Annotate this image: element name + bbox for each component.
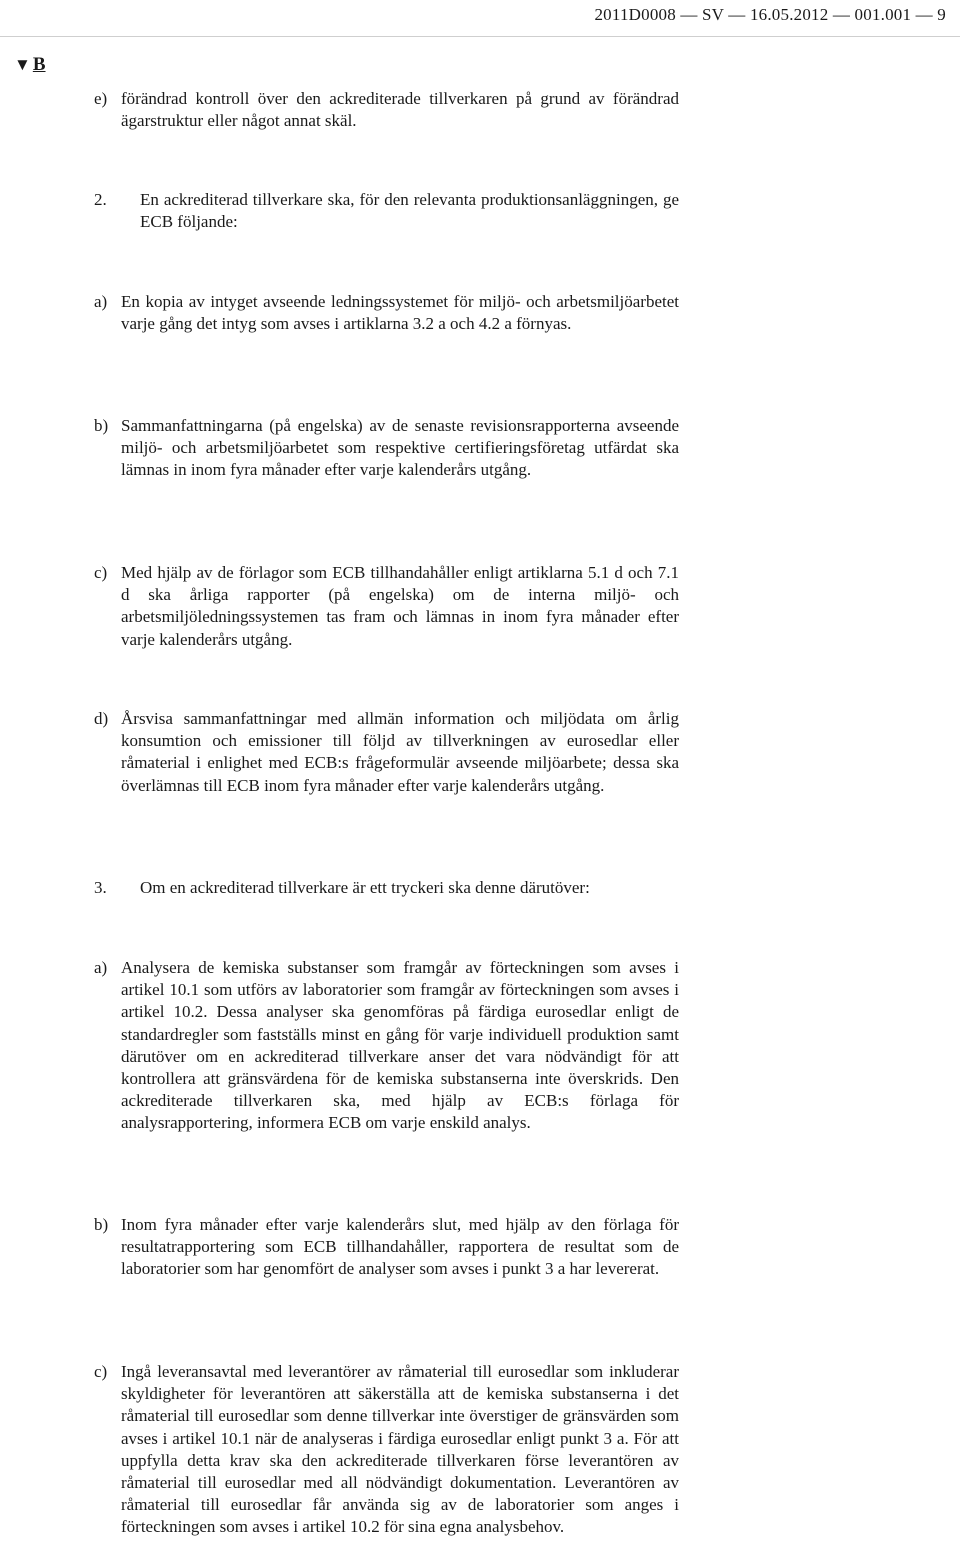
running-head-text: 2011D0008 — SV — 16.05.2012 — 001.001 — 9 — [594, 5, 946, 24]
amendment-marker-letter: B — [32, 54, 46, 75]
paragraph-2b — [94, 415, 679, 482]
paragraph-3b — [94, 1214, 679, 1281]
paragraph-3c — [94, 1361, 679, 1539]
paragraph-text: Analysera de kemiska substanser som framgår av förteckningen som avses i artikel 10.1 som utförs av laboratorier som framgår av förteckningen som avses i artikel 10.2. Dessa analyser ska genomföras på färdiga eurosedlar enligt de standardregler som fastställs minst en gång för varje individuell produktion samt därutöver om en ackrediterad tillverkare anser det vara nödvändigt för att kontrollera att gränsvärdena för de kemiska substanserna inte överskrids. Den ackrediterade tillverkaren ska, med hjälp av ECB:s förlaga för analysrapportering, informera ECB om varje enskild analys. — [121, 958, 679, 1133]
paragraph-2d — [94, 708, 679, 797]
paragraph-label: b) — [94, 416, 109, 435]
paragraph-text: Årsvisa sammanfattningar med allmän information och miljödata om årlig konsumtion och emissioner till följd av tillverkningen av eurosedlar eller råmaterial i enlighet med ECB:s frågeformulär avseende miljöarbete; dessa ska överlämnas till ECB inom fyra månader efter varje kalenderårs utgång. — [121, 709, 679, 795]
paragraph-label: c) — [94, 1362, 108, 1381]
amendment-marker — [14, 54, 46, 76]
paragraph-label: c) — [94, 563, 108, 582]
paragraph-text: Ingå leveransavtal med leverantörer av råmaterial till eurosedlar som inkluderar skyldigheter för leverantören att säkerställa att de kemiska substanserna i det råmaterial till eurosedlar som denne tillverkar inte överstiger de gränsvärden som avses i artikel 10.1 när de analyseras i färdiga eurosedlar enligt punkt 3 a. För att uppfylla detta krav ska den ackrediterade tillverkaren förse leverantören av råmaterial till eurosedlar med all nödvändigt dokumentation. Leverantören av råmaterial till eurosedlar får använda sig av de laboratorier som anges i förteckningen som avses i artikel 10.2 för sina egna analysbehov. — [121, 1362, 679, 1537]
paragraph-text: Om en ackrediterad tillverkare är ett tryckeri ska denne därutöver: — [140, 878, 590, 897]
paragraph-text: Inom fyra månader efter varje kalenderårs slut, med hjälp av den förlaga för resultatrapportering som ECB tillhandahåller, rapportera de resultat som de laboratorier som har genomfört de analyser som avses i punkt 3 a har levererat. — [121, 1215, 679, 1279]
paragraph-label: d) — [94, 709, 109, 728]
paragraph-text: En kopia av intyget avseende ledningssystemet för miljö- och arbetsmiljöarbetet varje gång det intyg som avses i artiklarna 3.2 a och 4.2 a förnyas. — [121, 292, 679, 334]
paragraph-2a — [94, 291, 679, 335]
paragraph-text: Med hjälp av de förlagor som ECB tillhandahåller enligt artiklarna 5.1 d och 7.1 d ska årliga rapporter (på engelska) om de interna miljö- och arbetsmiljöledningssystemen tas fram och lämnas in inom fyra månader efter varje kalenderårs utgång. — [121, 563, 679, 649]
paragraph-text: Sammanfattningarna (på engelska) av de senaste revisionsrapporterna avseende miljö- och arbetsmiljöarbetet som respektive certifieringsföretag utfärdat ska lämnas in inom fyra månader efter varje kalenderårs utgång. — [121, 416, 679, 480]
paragraph-text: förändrad kontroll över den ackrediterade tillverkaren på grund av förändrad ägarstruktur eller något annat skäl. — [121, 89, 679, 131]
paragraph-label: a) — [94, 292, 108, 311]
paragraph-2 — [94, 189, 679, 233]
paragraph-1e — [94, 88, 679, 132]
paragraph-3 — [94, 877, 679, 899]
paragraph-3a — [94, 957, 679, 1135]
paragraph-label: 2. — [94, 190, 107, 209]
running-header — [0, 0, 960, 37]
paragraph-label: e) — [94, 89, 108, 108]
paragraph-label: 3. — [94, 878, 107, 897]
triangle-down-icon: ▼ — [14, 55, 31, 74]
paragraph-2c — [94, 562, 679, 651]
paragraph-label: a) — [94, 958, 108, 977]
paragraph-label: b) — [94, 1215, 109, 1234]
paragraph-text: En ackrediterad tillverkare ska, för den relevanta produktionsanläggningen, ge ECB följande: — [140, 190, 679, 232]
